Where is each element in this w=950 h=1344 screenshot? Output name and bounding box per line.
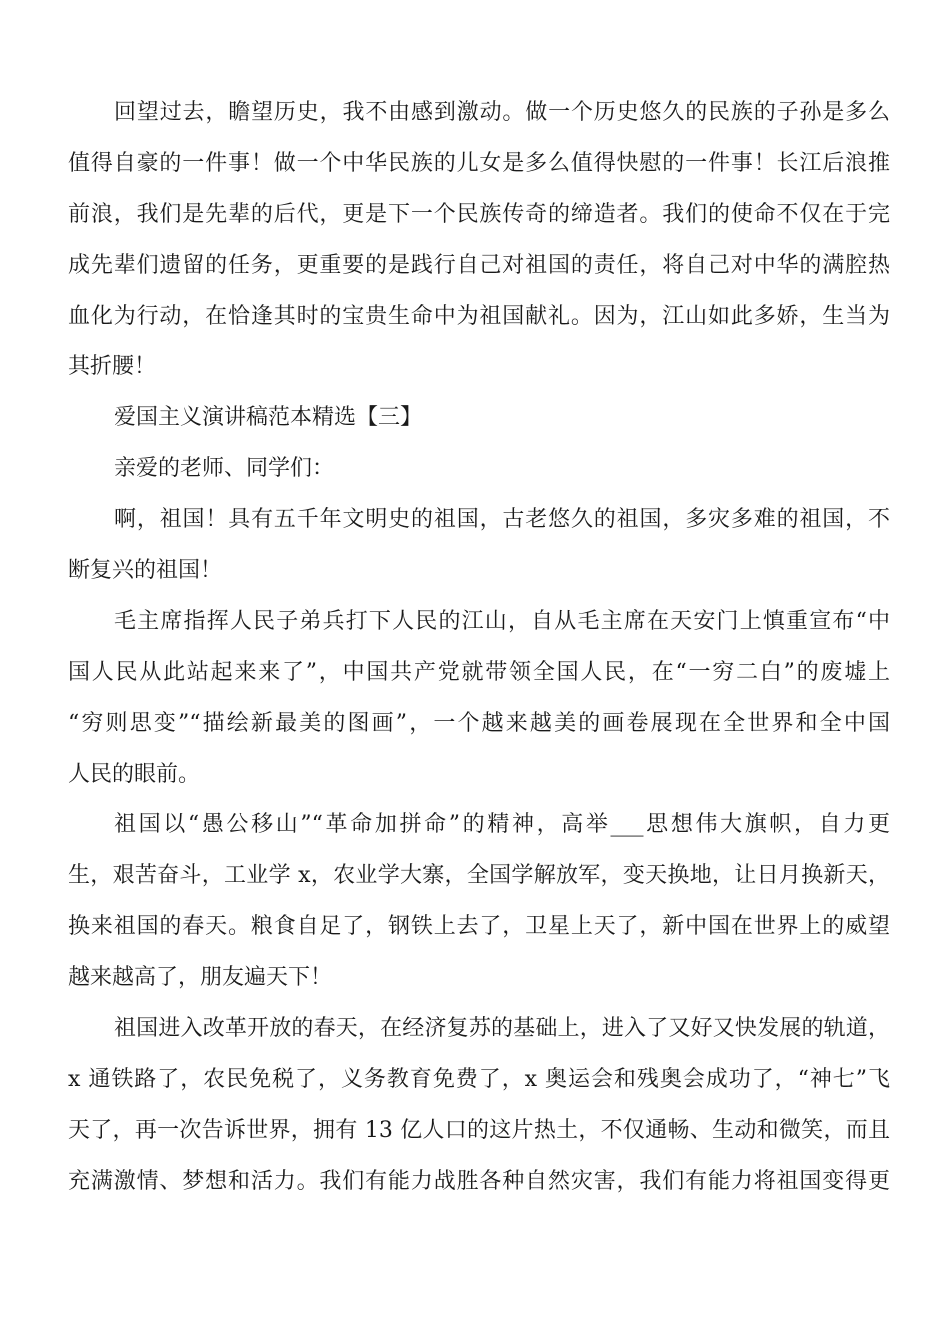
text-line: 天了，再一次告诉世界，拥有 13 亿人口的这片热土，不仅通畅、生动和微笑，而且 — [68, 1117, 890, 1143]
text-line: 生，艰苦奋斗，工业学 x，农业学大寨，全国学解放军，变天换地，让日月换新天， — [68, 863, 890, 889]
text-line: x 通铁路了，农民免税了，义务教育免费了，x 奥运会和残奥会成功了，“神七”飞 — [68, 1066, 890, 1092]
text-line: 人民的眼前。 — [68, 761, 201, 787]
document-page — [68, 88, 890, 1208]
text-line: 前浪，我们是先辈的后代，更是下一个民族传奇的缔造者。我们的使命不仅在于完 — [68, 201, 890, 227]
text-line: “穷则思变”“描绘新最美的图画”，一个越来越美的画卷展现在全世界和全中国 — [68, 710, 890, 736]
text-line: 成先辈们遗留的任务，更重要的是践行自己对祖国的责任，将自己对中华的满腔热 — [68, 252, 890, 278]
text-line: 爱国主义演讲稿范本精选【三】 — [114, 405, 423, 431]
text-line: 国人民从此站起来来了”，中国共产党就带领全国人民，在“一穷二白”的废墟上 — [68, 659, 890, 685]
text-line: 回望过去，瞻望历史，我不由感到激动。做一个历史悠久的民族的子孙是多么 — [114, 100, 890, 125]
text-line: 祖国以“愚公移山”“革命加拼命”的精神，高举___思想伟大旗帜，自力更 — [114, 812, 890, 838]
text-line: 祖国进入改革开放的春天，在经济复苏的基础上，进入了又好又快发展的轨道， — [114, 1016, 890, 1042]
text-line: 断复兴的祖国！ — [68, 558, 223, 584]
text-line: 充满激情、梦想和活力。我们有能力战胜各种自然灾害，我们有能力将祖国变得更 — [68, 1168, 890, 1194]
text-line: 其折腰！ — [68, 354, 157, 380]
text-line: 亲爱的老师、同学们： — [114, 456, 335, 482]
text-line: 越来越高了，朋友遍天下！ — [68, 965, 333, 991]
text-line: 值得自豪的一件事！做一个中华民族的儿女是多么值得快慰的一件事！长江后浪推 — [68, 150, 890, 176]
text-line: 换来祖国的春天。粮食自足了，钢铁上去了，卫星上天了，新中国在世界上的威望 — [68, 914, 890, 940]
text-line: 啊，祖国！具有五千年文明史的祖国，古老悠久的祖国，多灾多难的祖国，不 — [114, 507, 890, 533]
text-line: 毛主席指挥人民子弟兵打下人民的江山，自从毛主席在天安门上慎重宣布“中 — [114, 608, 890, 634]
text-line: 血化为行动，在恰逢其时的宝贵生命中为祖国献礼。因为，江山如此多娇，生当为 — [68, 303, 890, 329]
